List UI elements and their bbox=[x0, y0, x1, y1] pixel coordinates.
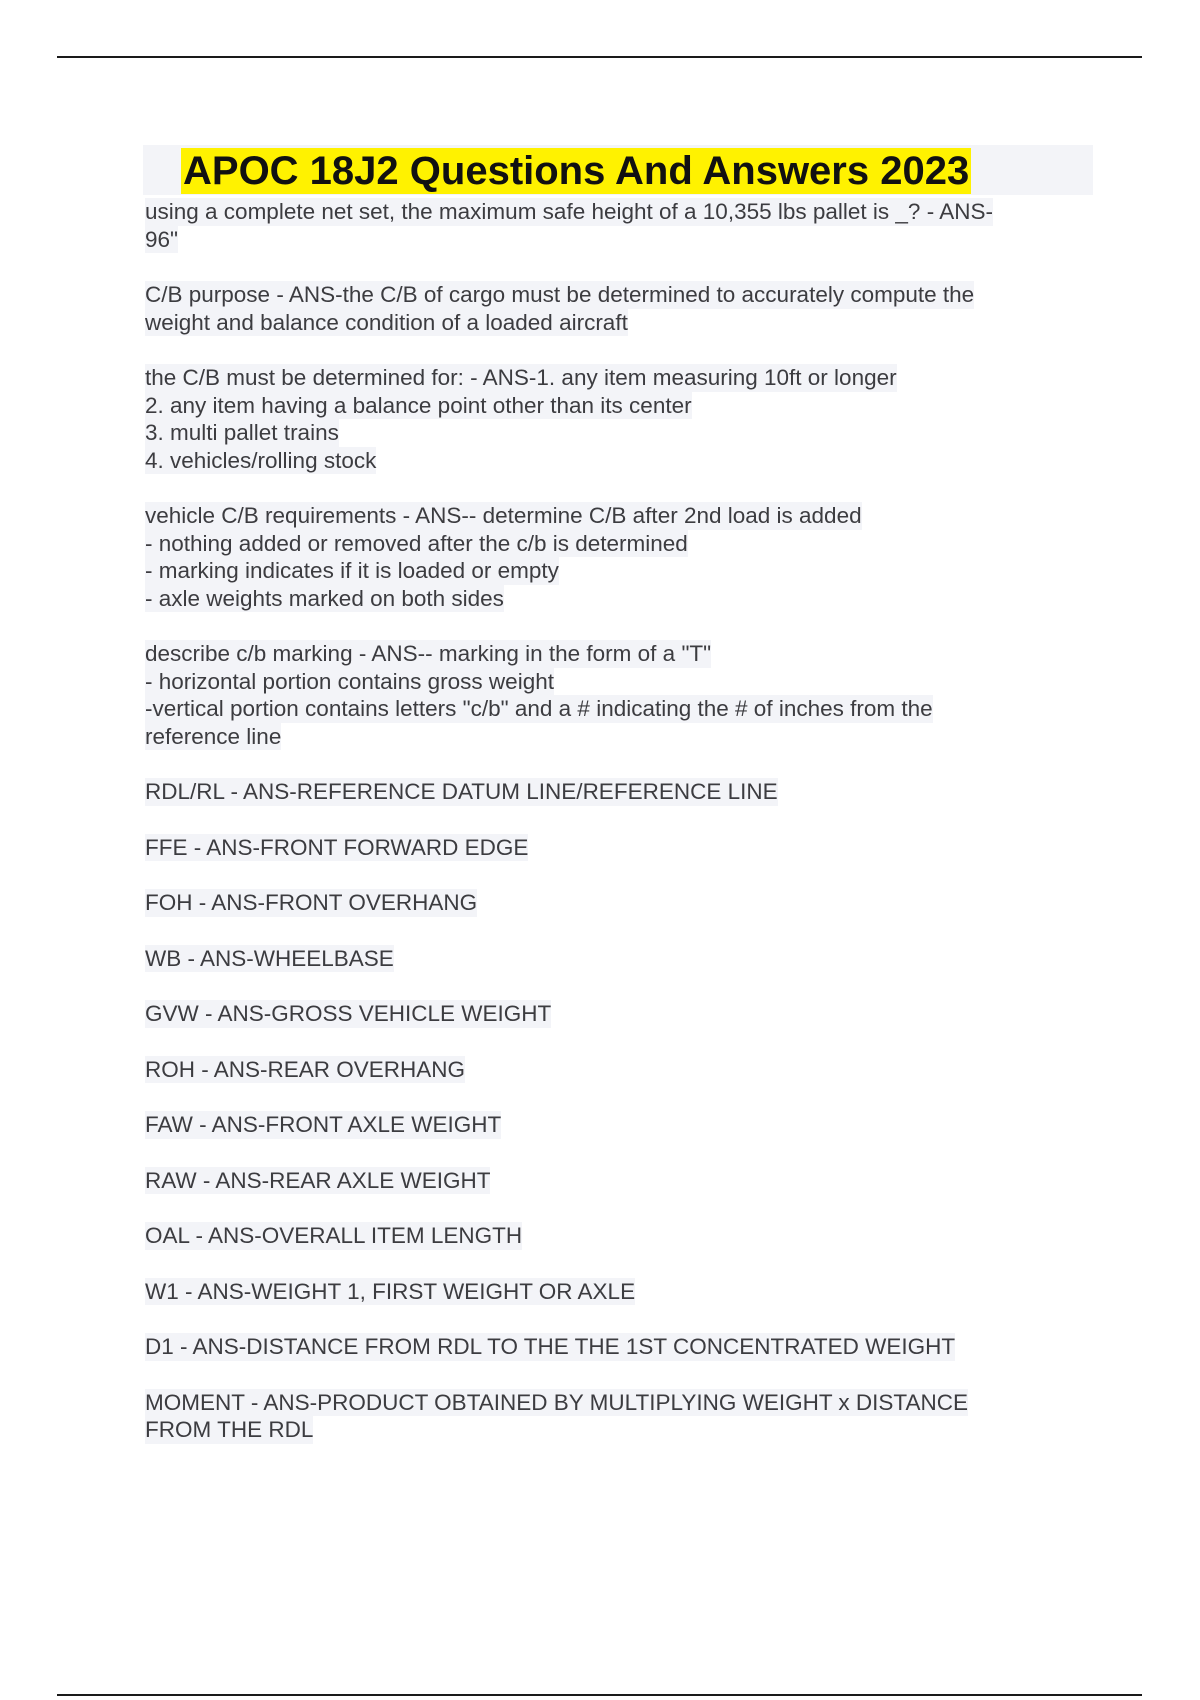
qa-line: WB - ANS-WHEELBASE bbox=[145, 945, 394, 971]
qa-line: vehicle C/B requirements - ANS-- determine C/B after 2nd load is added bbox=[145, 503, 862, 528]
qa-line: - axle weights marked on both sides bbox=[145, 585, 504, 611]
qa-item bbox=[145, 945, 1065, 973]
qa-line: - horizontal portion contains gross weight bbox=[145, 668, 554, 694]
qa-item bbox=[145, 834, 1065, 862]
qa-line: 96" bbox=[145, 226, 179, 252]
qa-item bbox=[145, 889, 1065, 917]
qa-line: RDL/RL - ANS-REFERENCE DATUM LINE/REFERENCE LINE bbox=[145, 779, 778, 804]
qa-line: FFE - ANS-FRONT FORWARD EDGE bbox=[145, 834, 529, 860]
qa-line: describe c/b marking - ANS-- marking in the form of a "T" bbox=[145, 641, 712, 666]
top-rule bbox=[57, 56, 1142, 58]
qa-line: 4. vehicles/rolling stock bbox=[145, 447, 377, 473]
qa-line: ROH - ANS-REAR OVERHANG bbox=[145, 1056, 466, 1082]
qa-line: GVW - ANS-GROSS VEHICLE WEIGHT bbox=[145, 1001, 552, 1026]
qa-item bbox=[145, 1056, 1065, 1084]
qa-item bbox=[145, 778, 1065, 806]
qa-item bbox=[145, 1333, 1065, 1361]
qa-item bbox=[145, 1278, 1065, 1306]
qa-line: D1 - ANS-DISTANCE FROM RDL TO THE THE 1ST CONCENTRATED WEIGHT bbox=[145, 1334, 956, 1359]
qa-line: reference line bbox=[145, 723, 282, 749]
qa-line: weight and balance condition of a loaded aircraft bbox=[145, 309, 628, 335]
qa-item bbox=[145, 364, 1065, 474]
qa-line: 2. any item having a balance point other than its center bbox=[145, 392, 692, 418]
qa-line: MOMENT - ANS-PRODUCT OBTAINED BY MULTIPLYING WEIGHT x DISTANCE bbox=[145, 1389, 969, 1415]
qa-line: OAL - ANS-OVERALL ITEM LENGTH bbox=[145, 1223, 523, 1248]
qa-line: W1 - ANS-WEIGHT 1, FIRST WEIGHT OR AXLE bbox=[145, 1278, 636, 1304]
qa-line: C/B purpose - ANS-the C/B of cargo must be determined to accurately compute the bbox=[145, 282, 975, 307]
qa-line: the C/B must be determined for: - ANS-1. any item measuring 10ft or longer bbox=[145, 365, 897, 390]
qa-item bbox=[145, 198, 1065, 253]
qa-item bbox=[145, 1167, 1065, 1195]
qa-line: 3. multi pallet trains bbox=[145, 420, 339, 445]
qa-item bbox=[145, 281, 1065, 336]
bottom-rule bbox=[57, 1694, 1142, 1696]
qa-item bbox=[145, 1111, 1065, 1139]
qa-item bbox=[145, 1000, 1065, 1028]
document-title: APOC 18J2 Questions And Answers 2023 bbox=[183, 149, 970, 193]
qa-line: FROM THE RDL bbox=[145, 1417, 314, 1442]
qa-item bbox=[145, 1222, 1065, 1250]
qa-item bbox=[145, 502, 1065, 612]
qa-line: using a complete net set, the maximum safe height of a 10,355 lbs pallet is _? - ANS- bbox=[145, 199, 993, 224]
qa-line: FAW - ANS-FRONT AXLE WEIGHT bbox=[145, 1112, 502, 1137]
qa-line: FOH - ANS-FRONT OVERHANG bbox=[145, 890, 478, 915]
qa-list bbox=[145, 198, 1065, 1472]
qa-line: RAW - ANS-REAR AXLE WEIGHT bbox=[145, 1167, 491, 1193]
qa-line: - marking indicates if it is loaded or empty bbox=[145, 558, 559, 583]
qa-item bbox=[145, 640, 1065, 750]
qa-item bbox=[145, 1389, 1065, 1444]
qa-line: - nothing added or removed after the c/b is determined bbox=[145, 530, 688, 556]
qa-line: -vertical portion contains letters "c/b" and a # indicating the # of inches from the bbox=[145, 696, 933, 721]
